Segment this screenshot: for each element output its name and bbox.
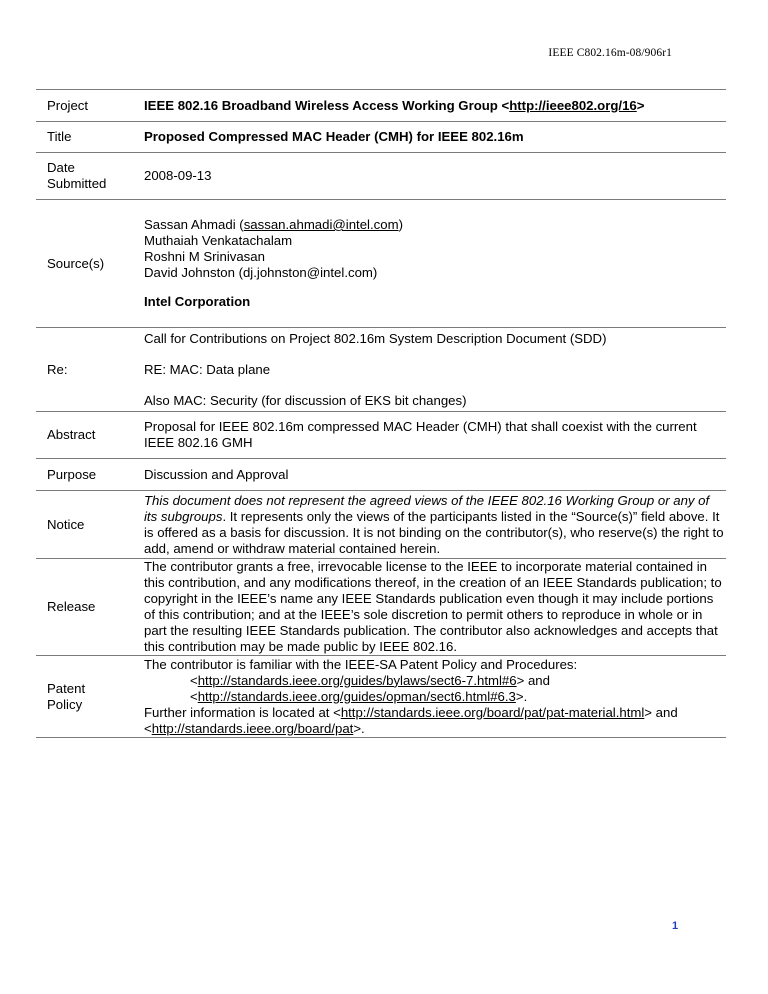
link2-after: >. xyxy=(515,688,528,704)
patent-intro: The contributor is familiar with the IEEE-SA Patent Policy and Procedures: xyxy=(144,656,578,672)
title-row xyxy=(36,122,726,153)
purpose-value: Discussion and Approval xyxy=(144,459,726,491)
link4-after: >. xyxy=(353,720,365,736)
project-value xyxy=(144,90,726,122)
author-3: Roshni M Srinivasan xyxy=(144,249,265,264)
author-2: Muthaiah Venkatachalam xyxy=(144,233,293,248)
project-row xyxy=(36,90,726,122)
date-value: 2008-09-13 xyxy=(144,153,726,200)
source-row xyxy=(36,200,726,328)
patent-link-line-2 xyxy=(144,689,726,705)
patent-label-line1: Patent xyxy=(47,680,86,696)
lt-1: < xyxy=(190,672,198,688)
organization: Intel Corporation xyxy=(144,294,251,309)
link3-after: > and xyxy=(644,704,678,720)
patent-row xyxy=(36,656,726,738)
page-number: 1 xyxy=(672,920,679,932)
further-before: Further information is located at < xyxy=(144,704,341,720)
abstract-row xyxy=(36,412,726,459)
patent-label-line2: Policy xyxy=(47,696,83,712)
author-1-email-link[interactable]: sassan.ahmadi@intel.com xyxy=(243,217,399,232)
release-value: The contributor grants a free, irrevocable license to the IEEE to incorporate material contained in this contribution, and any modifications thereof, in the creation of an IEEE Standards publication; to copyright in the IEEE’s name any IEEE Standards publication even though it may include portions of this contribution; and at the IEEE’s sole discretion to permit others to reproduce in whole or in part the resulting IEEE Standards publication. The contributor also acknowledges and accepts that this contribution may be made public by IEEE 802.16. xyxy=(144,559,726,656)
notice-label: Notice xyxy=(36,491,144,559)
notice-value xyxy=(144,491,726,559)
lt-3: < xyxy=(144,720,152,736)
lt-2: < xyxy=(190,688,198,704)
author-1-name: Sassan Ahmadi ( xyxy=(144,217,244,232)
date-label xyxy=(36,153,144,200)
date-label-line1: Date xyxy=(47,160,75,175)
opman-link[interactable]: http://standards.ieee.org/guides/opman/sect6.html#6.3 xyxy=(197,688,516,704)
notice-text: . It represents only the views of the participants listed in the “Source(s)” field above. It is offered as a basis for discussion. It is not binding on the contributor(s), who reserve(s) the right to add, amend or withdraw material contained herein. xyxy=(144,508,724,556)
release-label: Release xyxy=(36,559,144,656)
re-value xyxy=(144,328,726,412)
title-label: Title xyxy=(36,122,144,153)
bylaws-link[interactable]: http://standards.ieee.org/guides/bylaws/sect6-7.html#6 xyxy=(197,672,517,688)
patent-label xyxy=(36,656,144,738)
date-row xyxy=(36,153,726,200)
abstract-value: Proposal for IEEE 802.16m compressed MAC Header (CMH) that shall coexist with the current IEEE 802.16 GMH xyxy=(144,412,726,459)
re-label: Re: xyxy=(36,328,144,412)
patent-final-line xyxy=(144,721,726,737)
author-1-close: ) xyxy=(398,217,403,232)
source-value xyxy=(144,200,726,328)
cover-page-table xyxy=(36,89,726,738)
patent-further-info xyxy=(144,705,726,721)
project-label: Project xyxy=(36,90,144,122)
source-label: Source(s) xyxy=(36,200,144,328)
re-line-3: Also MAC: Security (for discussion of EKS bit changes) xyxy=(144,392,467,408)
project-text-close: > xyxy=(636,97,645,113)
link1-after: > and xyxy=(516,672,550,688)
patent-value xyxy=(144,656,726,738)
project-link[interactable]: http://ieee802.org/16 xyxy=(509,97,637,113)
re-row xyxy=(36,328,726,412)
author-1 xyxy=(144,217,726,233)
purpose-row xyxy=(36,459,726,491)
title-value: Proposed Compressed MAC Header (CMH) for IEEE 802.16m xyxy=(144,122,726,153)
release-row xyxy=(36,559,726,656)
date-label-line2: Submitted xyxy=(47,176,107,191)
document-id-header: IEEE C802.16m-08/906r1 xyxy=(548,47,672,59)
project-text: IEEE 802.16 Broadband Wireless Access Working Group < xyxy=(144,97,510,113)
re-line-1: Call for Contributions on Project 802.16m System Description Document (SDD) xyxy=(144,330,607,346)
pat-material-link[interactable]: http://standards.ieee.org/board/pat/pat-material.html xyxy=(340,704,645,720)
abstract-label: Abstract xyxy=(36,412,144,459)
author-4: David Johnston (dj.johnston@intel.com) xyxy=(144,265,378,280)
notice-row xyxy=(36,491,726,559)
notice-disclaimer: This document does not represent the agreed views of the IEEE 802.16 Working Group or any of its subgroups xyxy=(144,492,710,524)
board-pat-link[interactable]: http://standards.ieee.org/board/pat xyxy=(151,720,354,736)
purpose-label: Purpose xyxy=(36,459,144,491)
patent-link-line-1 xyxy=(144,673,726,689)
re-line-2: RE: MAC: Data plane xyxy=(144,361,271,377)
